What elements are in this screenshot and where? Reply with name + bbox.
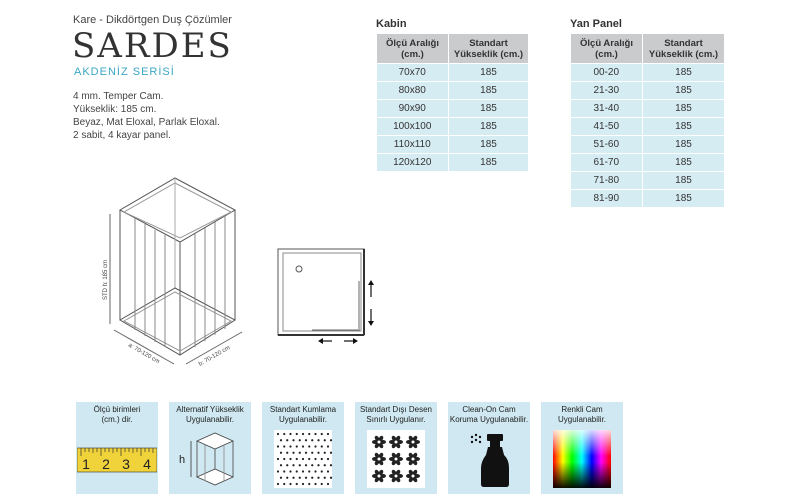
yan-panel-height-cell: 185	[643, 118, 725, 136]
yan-panel-size-cell: 31-40	[571, 100, 643, 118]
feature-strip	[76, 402, 623, 494]
yan-panel-table-title: Yan Panel	[570, 18, 622, 30]
kabin-table	[376, 33, 529, 172]
yan-panel-height-cell: 185	[643, 154, 725, 172]
feature-label: Alternatif Yükseklik Uygulanabilir.	[176, 405, 244, 424]
yan-panel-row	[571, 100, 725, 118]
kabin-row	[377, 136, 529, 154]
yan-panel-row	[571, 154, 725, 172]
cabin-isometric-drawing	[100, 170, 260, 380]
feature-units	[76, 402, 158, 494]
yan-panel-row	[571, 64, 725, 82]
feature-label: Standart Dışı Desen Sınırlı Uygulanır.	[359, 405, 433, 424]
yan-panel-size-cell: 81-90	[571, 190, 643, 208]
drain-icon	[296, 266, 302, 272]
feature-label: Ölçü birimleri (cm.) dir.	[93, 405, 141, 424]
kabin-height-cell: 185	[449, 136, 529, 154]
yan-panel-col-size: Ölçü Aralığı (cm.)	[571, 34, 643, 64]
yan-panel-size-cell: 51-60	[571, 136, 643, 154]
yan-panel-size-cell: 00-20	[571, 64, 643, 82]
kabin-row	[377, 154, 529, 172]
kabin-table-title: Kabin	[376, 18, 407, 30]
svg-text:h: h	[179, 454, 186, 466]
yan-panel-height-cell: 185	[643, 64, 725, 82]
yan-panel-table	[570, 33, 725, 208]
kabin-col-size: Ölçü Aralığı (cm.)	[377, 34, 449, 64]
kabin-height-cell: 185	[449, 154, 529, 172]
yan-panel-row	[571, 172, 725, 190]
yan-panel-size-cell: 21-30	[571, 82, 643, 100]
ruler-number: 4	[143, 456, 151, 472]
feature-label: Clean-On Cam Koruma Uygulanabilir.	[449, 405, 529, 424]
yan-panel-height-cell: 185	[643, 172, 725, 190]
kabin-size-cell: 70x70	[377, 64, 449, 82]
feature-clean-on	[448, 402, 530, 494]
color-spectrum-icon	[553, 430, 611, 488]
kabin-size-cell: 120x120	[377, 154, 449, 172]
yan-panel-col-height: Standart Yükseklik (cm.)	[643, 34, 725, 64]
kabin-size-cell: 90x90	[377, 100, 449, 118]
kabin-size-cell: 110x110	[377, 136, 449, 154]
yan-panel-row	[571, 118, 725, 136]
series-label: AKDENİZ SERİSİ	[74, 66, 175, 78]
kabin-col-height: Standart Yükseklik (cm.)	[449, 34, 529, 64]
kabin-height-cell: 185	[449, 82, 529, 100]
ruler-number: 3	[122, 456, 130, 472]
spec-list	[73, 90, 220, 142]
kabin-table-section	[376, 18, 529, 172]
spec-item: Yükseklik: 185 cm.	[73, 104, 157, 115]
feature-custom-pattern	[355, 402, 437, 494]
feature-label: Renkli Cam Uygulanabilir.	[557, 405, 607, 424]
yan-panel-height-cell: 185	[643, 100, 725, 118]
yan-panel-height-cell: 185	[643, 190, 725, 208]
width-b-dimension-label: b: 70-120 cm	[198, 345, 232, 368]
cabin-plan-drawing	[272, 245, 382, 350]
spec-item: Beyaz, Mat Eloxal, Parlak Eloxal.	[73, 117, 220, 128]
width-a-dimension-label: a: 70-120 cm	[127, 342, 161, 366]
feature-sandblast	[262, 402, 344, 494]
brand-subtitle: Kare - Dikdörtgen Duş Çözümler	[73, 14, 232, 26]
feature-label: Standart Kumlama Uygulanabilir.	[269, 405, 337, 424]
yan-panel-row	[571, 136, 725, 154]
yan-panel-size-cell: 71-80	[571, 172, 643, 190]
kabin-row	[377, 118, 529, 136]
kabin-height-cell: 185	[449, 64, 529, 82]
kabin-row	[377, 82, 529, 100]
kabin-height-cell: 185	[449, 118, 529, 136]
spec-item: 2 sabit, 4 kayar panel.	[73, 130, 171, 141]
dot-pattern-icon	[274, 430, 332, 488]
ruler-number: 2	[102, 456, 110, 472]
height-cabin-icon	[175, 429, 245, 489]
kabin-size-cell: 100x100	[377, 118, 449, 136]
ruler-icon	[77, 444, 157, 474]
yan-panel-row	[571, 82, 725, 100]
yan-panel-height-cell: 185	[643, 82, 725, 100]
kabin-size-cell: 80x80	[377, 82, 449, 100]
yan-panel-size-cell: 41-50	[571, 118, 643, 136]
flower-pattern-icon	[367, 430, 425, 488]
spray-bottle-icon	[460, 430, 518, 488]
yan-panel-table-section	[570, 18, 725, 208]
feature-alt-height	[169, 402, 251, 494]
yan-panel-row	[571, 190, 725, 208]
product-title: SARDES	[72, 26, 233, 66]
feature-colored-glass	[541, 402, 623, 494]
kabin-height-cell: 185	[449, 100, 529, 118]
yan-panel-size-cell: 61-70	[571, 154, 643, 172]
height-dimension-label: STD h: 185 cm	[103, 259, 109, 300]
ruler-number: 1	[82, 456, 90, 472]
kabin-row	[377, 100, 529, 118]
kabin-row	[377, 64, 529, 82]
spec-item: 4 mm. Temper Cam.	[73, 91, 164, 102]
yan-panel-height-cell: 185	[643, 136, 725, 154]
